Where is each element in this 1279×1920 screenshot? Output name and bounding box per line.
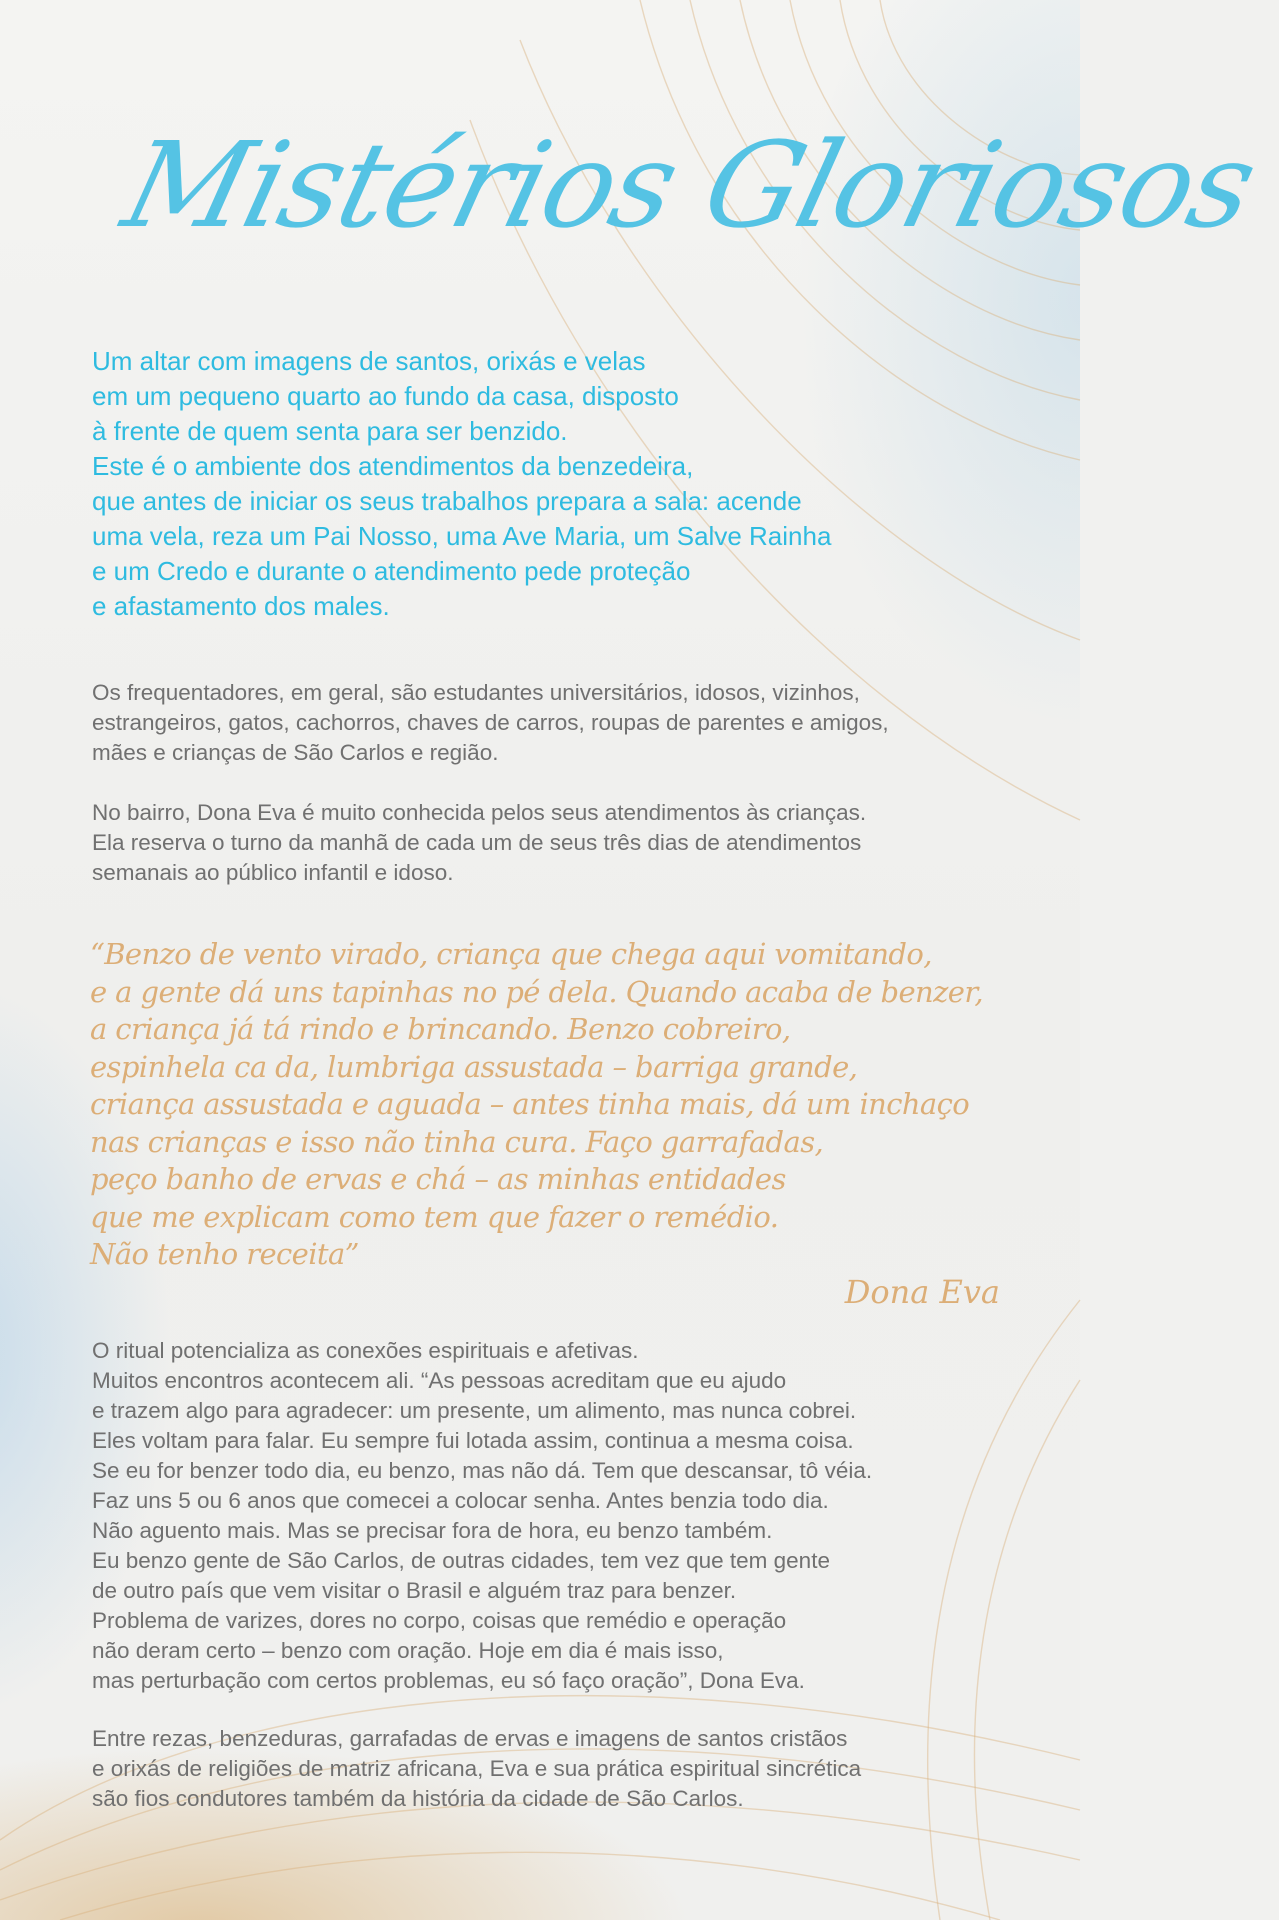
- paragraph-neighborhood: No bairro, Dona Eva é muito conhecida pelos seus atendimentos às crianças. Ela reserva o turno da manhã de cada um de seus três dias de atendimentos semanais ao público infantil e idoso.: [92, 800, 867, 885]
- intro-paragraph: Um altar com imagens de santos, orixás e velas em um pequeno quarto ao fundo da casa, disposto à frente de quem senta para ser benzido. Este é o ambiente dos atendimentos da benzedeira, que antes de iniciar os seus trabalhos prepara a sala: acende uma vela, reza um Pai Nosso, uma Ave Maria, um Salve Rainha e um Credo e durante o atendimento pede proteção e afastamento dos males.: [92, 346, 832, 621]
- paragraph-ritual: O ritual potencializa as conexões espirituais e afetivas. Muitos encontros acontecem ali. “As pessoas acreditam que eu ajudo e trazem algo para agradecer: um presente, um alimento, mas nunca cobrei. Eles voltam para falar. Eu sempre fui lotada assim, continua a mesma coisa. Se eu for benzer todo dia, eu benzo, mas não dá. Tem que descansar, tô véia. Faz uns 5 ou 6 anos que comecei a colocar senha. Antes benzia todo dia. Não aguento mais. Mas se precisar fora de hora, eu benzo também. Eu benzo gente de São Carlos, de outras cidades, tem vez que tem gente de outro país que vem visitar o Brasil e alguém traz para benzer. Problema de varizes, dores no corpo, coisas que remédio e operação não deram certo – benzo com oração. Hoje em dia é mais isso, mas perturbação com certos problemas, eu só faço oração”, Dona Eva.: [92, 1338, 873, 1693]
- quote-attribution: Dona Eva: [844, 1273, 1000, 1311]
- page-title: Mistérios Gloriosos: [111, 116, 1268, 254]
- pull-quote: “Benzo de vento virado, criança que chega aqui vomitando, e a gente dá uns tapinhas no pé dela. Quando acaba de benzer, a criança já tá rindo e brincando. Benzo cobreiro, espinhela ca da, lumbriga assustada – barriga grande, criança assustada e aguada – antes tinha mais, dá um inchaço nas crianças e isso não tinha cura. Faço garrafadas, peço banho de ervas e chá – as minhas entidades que me explicam como tem que fazer o remédio. Não tenho receita”: [90, 937, 984, 1271]
- paragraph-closing: Entre rezas, benzeduras, garrafadas de ervas e imagens de santos cristãos e orixás de religiões de matriz africana, Eva e sua prática espiritual sincrética são fios condutores também da história da cidade de São Carlos.: [92, 1726, 862, 1811]
- paragraph-visitors: Os frequentadores, em geral, são estudantes universitários, idosos, vizinhos, estrangeiros, gatos, cachorros, chaves de carros, roupas de parentes e amigos, mães e crianças de São Carlos e região.: [92, 680, 889, 765]
